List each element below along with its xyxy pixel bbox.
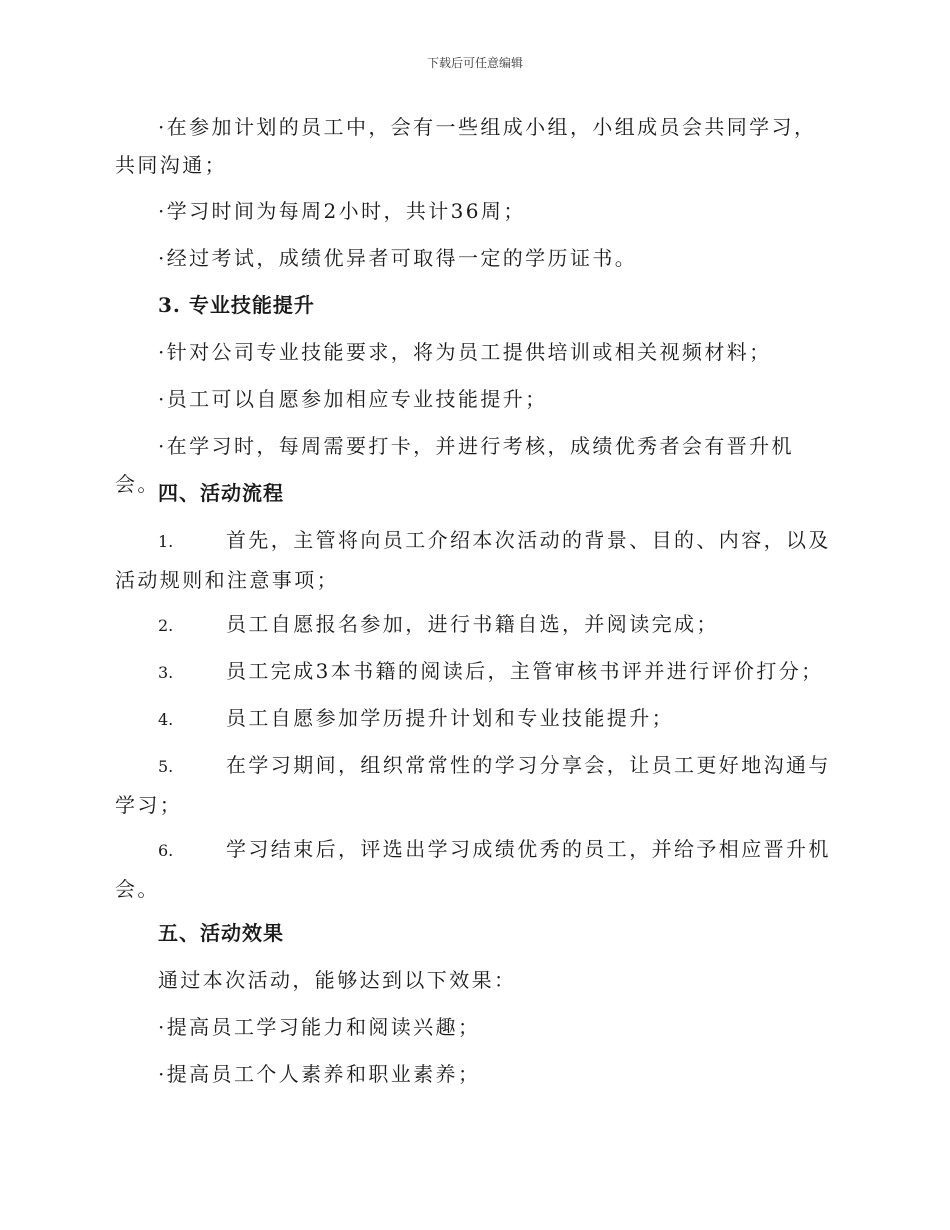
step-number: 1.	[158, 532, 174, 551]
step-number: 4.	[158, 710, 174, 729]
section-heading-skill: 3. 专业技能提升	[158, 293, 315, 317]
paragraph-effect-quality: ·提高员工个人素养和职业素养；	[158, 1062, 481, 1086]
process-step	[115, 521, 835, 599]
paragraph-checkin-promotion: ·在学习时，每周需要打卡，并进行考核，成绩优秀者会有晋升机会。	[115, 434, 794, 496]
paragraph-group-study: ·在参加计划的员工中，会有一些组成小组，小组成员会共同学习，共同沟通；	[115, 115, 817, 177]
process-step	[115, 830, 835, 908]
paragraph-skill-training: ·针对公司专业技能要求，将为员工提供培训或相关视频材料；	[158, 340, 772, 364]
section-heading-process: 四、活动流程	[158, 481, 284, 505]
process-step	[115, 652, 835, 692]
process-step	[115, 605, 835, 645]
step-number: 5.	[158, 757, 174, 776]
step-text: 员工自愿参加学历提升计划和专业技能提升；	[226, 706, 674, 730]
step-text: 在学习期间，组织常常性的学习分享会，让员工更好地沟通与学习；	[115, 753, 831, 817]
paragraph-exam-certificate: ·经过考试，成绩优异者可取得一定的学历证书。	[158, 246, 638, 270]
step-number: 6.	[158, 841, 174, 860]
step-number: 3.	[158, 663, 174, 682]
step-number: 2.	[158, 616, 174, 635]
page-header: 下载后可任意编辑	[426, 56, 523, 70]
process-step	[115, 699, 835, 739]
step-text: 员工自愿报名参加，进行书籍自选，并阅读完成；	[226, 612, 719, 636]
process-step	[115, 746, 835, 824]
paragraph-effect-reading: ·提高员工学习能力和阅读兴趣；	[158, 1015, 481, 1039]
step-text: 首先，主管将向员工介绍本次活动的背景、目的、内容，以及活动规则和注意事项；	[115, 528, 831, 592]
paragraph-study-time: ·学习时间为每周2小时，共计36周；	[158, 199, 526, 223]
section-heading-effect: 五、活动效果	[158, 921, 284, 945]
step-text: 学习结束后，评选出学习成绩优秀的员工，并给予相应晋升机会。	[115, 837, 831, 901]
step-text: 员工完成3本书籍的阅读后，主管审核书评并进行评价打分；	[226, 659, 824, 683]
paragraph-effect-intro: 通过本次活动，能够达到以下效果：	[158, 968, 517, 992]
paragraph-skill-voluntary: ·员工可以自愿参加相应专业技能提升；	[158, 387, 548, 411]
